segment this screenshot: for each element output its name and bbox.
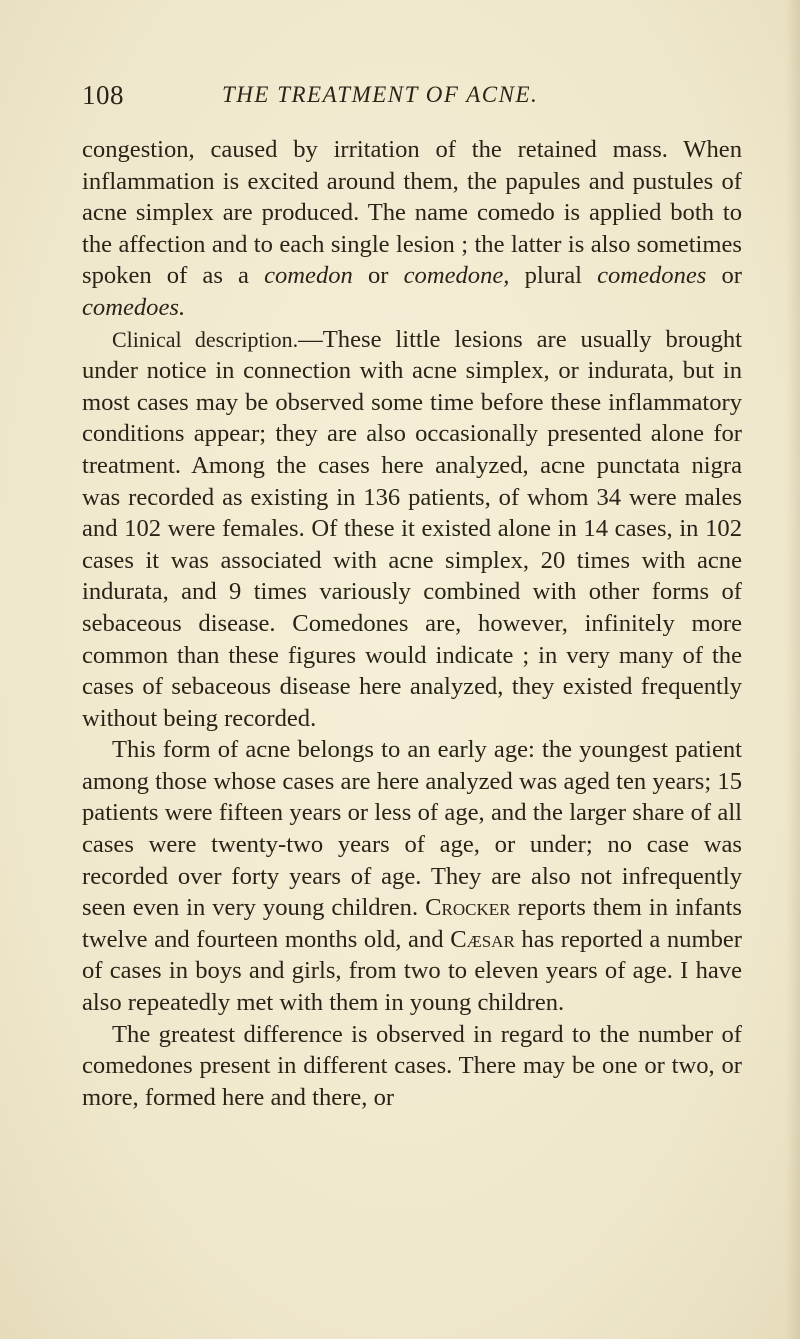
paragraph-4: The greatest difference is observed in regard to the number of comedones present in different cases. There may be one or two, or more, formed here and there, or bbox=[82, 1020, 742, 1111]
paragraph-2: Clinical description.—These little lesions are usually brought under notice in connection with acne simplex, or indurata, but in most cases may be observed some time before these inflammatory conditions appear; they are also occasionally presented alone for treatment. Among the cases here analyzed, acne punctata nigra was recorded as existing in 136 patients, of whom 34 were males and 102 were females. Of these it existed alone in 14 cases, in 102 cases it was associated with acne simplex, 20 times with acne indurata, and 9 times variously combined with other forms of sebaceous disease. Comedones are, however, infinitely more common than these figures would indicate ; in very many of the cases of sebaceous disease here analyzed, they existed frequently without being recorded. bbox=[82, 325, 743, 732]
author-caesar: Cæsar bbox=[450, 925, 515, 953]
term-comedoes: comedoes. bbox=[82, 293, 186, 321]
paragraph-3: This form of acne belongs to an early age: the youngest patient among those whose cases are here analyzed was aged ten years; 15 patients were fifteen years or less of age, and the larger share of all cases were twenty-two years of age, or under; no case was recorded over forty years of age. They are also not infrequently seen even in very young children. Crocker reports them in infants twelve and fourteen months old, and Cæsar has reported a number of cases in boys and girls, from two to eleven years of age. I have also repeatedly met with them in young children. bbox=[82, 736, 742, 1017]
term-comedon: comedon bbox=[264, 262, 353, 290]
page-header bbox=[82, 80, 742, 120]
term-comedone: comedone, bbox=[403, 262, 510, 290]
running-title: THE TREATMENT OF ACNE. bbox=[222, 82, 539, 107]
paragraph-1: congestion, caused by irritation of the retained mass. When inflammation is excited around them, the papules and pustules of acne simplex are produced. The name comedo is applied both to the affection and to each single lesion ; the latter is also sometimes spoken of as a comedon or comedone, plural comedones or comedoes. bbox=[82, 136, 742, 321]
author-crocker: Crocker bbox=[425, 894, 511, 922]
page-number: 108 bbox=[82, 80, 124, 110]
body-text bbox=[82, 134, 742, 1113]
page-edge-shadow bbox=[786, 0, 800, 1339]
section-heading: Clinical description. bbox=[112, 326, 299, 352]
term-comedones: comedones bbox=[597, 262, 707, 290]
